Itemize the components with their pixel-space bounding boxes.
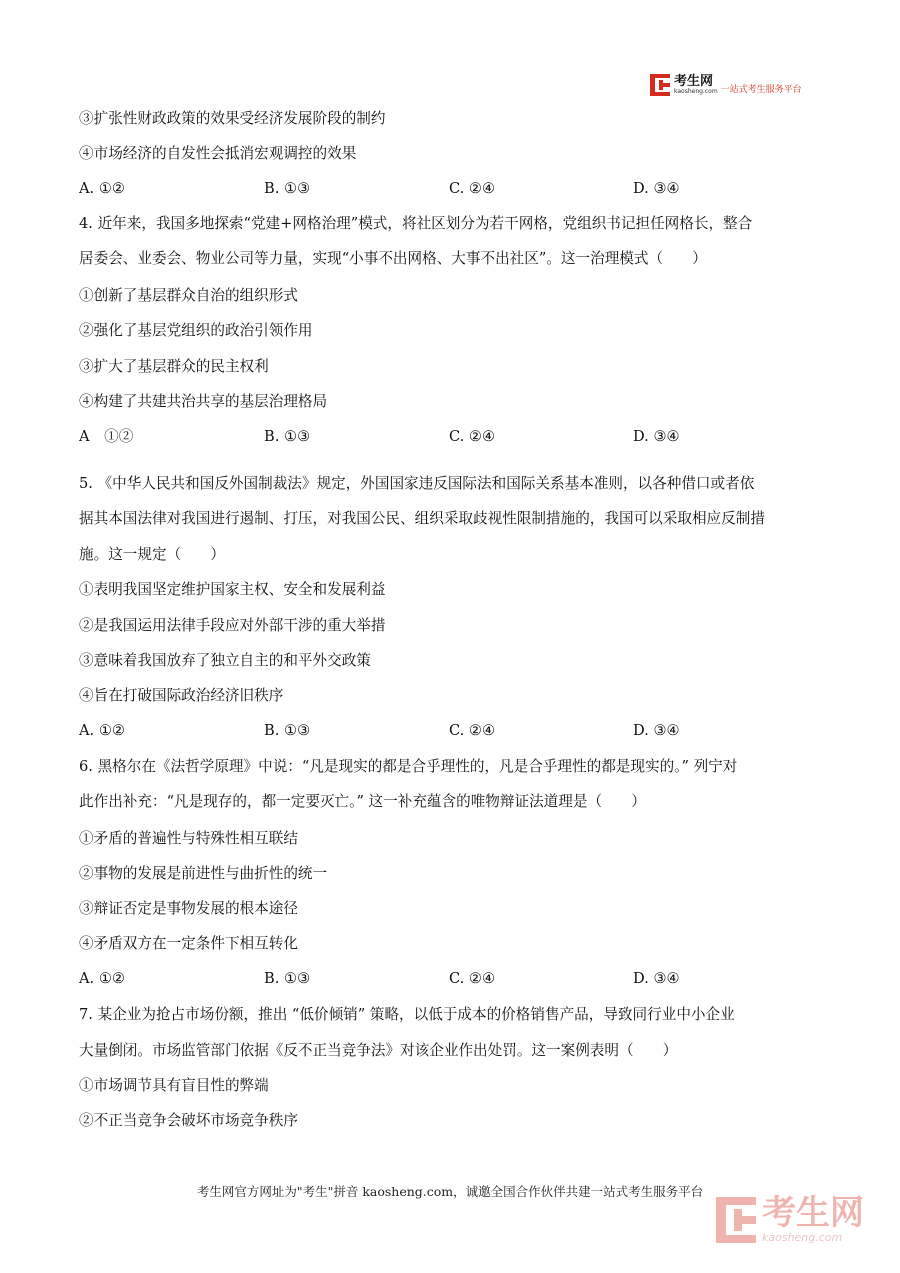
question-line: ③意味着我国放弃了独立自主的和平外交政策	[79, 652, 371, 669]
watermark-logo	[716, 1193, 864, 1244]
question-stem: 施。这一规定（ ）	[79, 546, 225, 563]
question-stem: 大量倒闭。市场监管部门依据《反不正当竞争法》对该企业作出处罚。这一案例表明（ ）	[79, 1042, 678, 1059]
option-c: C. ②④	[449, 180, 496, 197]
question-line: ④构建了共建共治共享的基层治理格局	[79, 393, 328, 410]
option-b: B. ①③	[264, 722, 311, 739]
option-b: B. ①③	[264, 428, 311, 445]
option-c: C. ②④	[449, 970, 496, 987]
question-line: ④矛盾双方在一定条件下相互转化	[79, 935, 298, 952]
question-stem: 居委会、业委会、物业公司等力量，实现“小事不出网格、大事不出社区”。这一治理模式（ ）	[79, 250, 707, 267]
option-c: C. ②④	[449, 722, 496, 739]
header-logo	[650, 72, 802, 98]
question-line: ④市场经济的自发性会抵消宏观调控的效果	[79, 145, 357, 162]
question-line: ②事物的发展是前进性与曲折性的统一	[79, 865, 328, 882]
option-a: A ①②	[79, 428, 134, 445]
question-stem: 7. 某企业为抢占市场份额，推出 “低价倾销” 策略，以低于成本的价格销售产品，导致同行业中小企业	[79, 1006, 735, 1023]
option-a: A. ①②	[79, 970, 125, 987]
question-line: ①市场调节具有盲目性的弊端	[79, 1077, 269, 1094]
question-line: ①表明我国坚定维护国家主权、安全和发展利益	[79, 581, 386, 598]
question-stem: 此作出补充：“凡是现存的，都一定要灭亡。” 这一补充蕴含的唯物辩证法道理是（ ）	[79, 793, 646, 810]
option-d: D. ③④	[633, 970, 680, 987]
logo-url: kaosheng.com	[674, 88, 718, 95]
question-line: ①创新了基层群众自治的组织形式	[79, 287, 298, 304]
option-c: C. ②④	[449, 428, 496, 445]
option-b: B. ①③	[264, 970, 311, 987]
question-line: ③辩证否定是事物发展的根本途径	[79, 900, 298, 917]
option-b: B. ①③	[264, 180, 311, 197]
option-a: A. ①②	[79, 180, 125, 197]
question-line: ②强化了基层党组织的政治引领作用	[79, 322, 313, 339]
watermark-url: kaosheng.com	[762, 1231, 843, 1244]
question-stem: 4. 近年来，我国多地探索“党建+网格治理”模式，将社区划分为若干网格，党组织书记担任网格长，整合	[79, 215, 753, 232]
watermark-name: 考生网	[762, 1193, 864, 1233]
option-d: D. ③④	[633, 180, 680, 197]
option-d: D. ③④	[633, 722, 680, 739]
logo-name: 考生网	[674, 74, 714, 89]
option-d: D. ③④	[633, 428, 680, 445]
question-stem: 据其本国法律对我国进行遏制、打压，对我国公民、组织采取歧视性限制措施的，我国可以采取相应反制措	[79, 510, 765, 527]
logo-icon	[650, 74, 670, 96]
question-line: ①矛盾的普遍性与特殊性相互联结	[79, 830, 298, 847]
question-line: ④旨在打破国际政治经济旧秩序	[79, 687, 284, 704]
logo-slogan: 一站式考生服务平台	[720, 84, 802, 95]
question-line: ②不正当竞争会破坏市场竞争秩序	[79, 1112, 298, 1129]
question-line: ②是我国运用法律手段应对外部干涉的重大举措	[79, 617, 386, 634]
question-line: ③扩大了基层群众的民主权利	[79, 358, 269, 375]
question-line: ③扩张性财政政策的效果受经济发展阶段的制约	[79, 110, 386, 127]
page-footer: 考生网官方网址为"考生"拼音 kaosheng.com，诚邀全国合作伙伴共建一站式考生服务平台	[196, 1184, 704, 1199]
option-a: A. ①②	[79, 722, 125, 739]
question-stem: 6. 黑格尔在《法哲学原理》中说：“凡是现实的都是合乎理性的，凡是合乎理性的都是现实的。” 列宁对	[79, 758, 738, 775]
watermark-logo-icon	[716, 1197, 756, 1243]
question-stem: 5. 《中华人民共和国反外国制裁法》规定，外国国家违反国际法和国际关系基本准则，以各种借口或者依	[79, 475, 755, 492]
